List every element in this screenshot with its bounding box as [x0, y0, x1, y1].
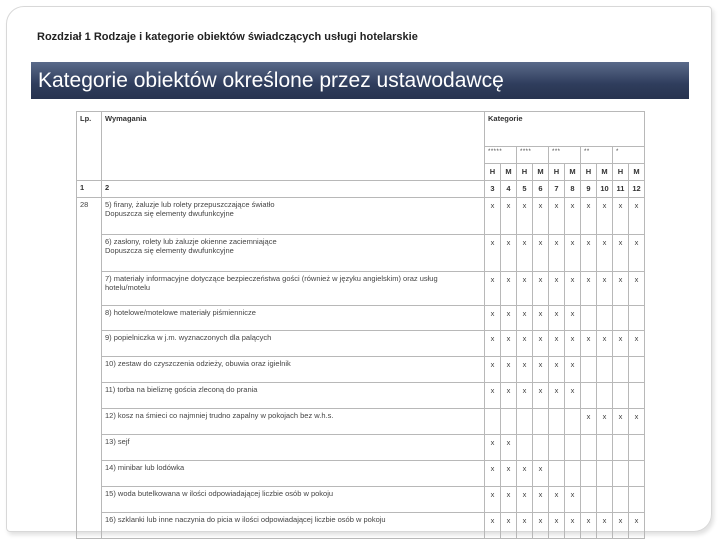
category-mark: x	[549, 357, 565, 383]
category-mark: x	[485, 272, 501, 306]
requirement-cell	[102, 487, 485, 513]
category-mark: x	[581, 235, 597, 272]
category-mark: x	[565, 331, 581, 357]
requirement-note: Dopuszcza się elementy dwufunkcyjne	[105, 246, 234, 255]
chapter-title: Rozdział 1 Rodzaje i kategorie obiektów świadczących usługi hotelarskie	[37, 31, 418, 43]
category-mark: x	[533, 198, 549, 235]
category-mark: x	[613, 272, 629, 306]
category-mark	[613, 306, 629, 331]
category-mark: x	[501, 435, 517, 461]
category-mark: x	[629, 409, 645, 435]
star-category: *	[613, 147, 645, 164]
banner-title: Kategorie obiektów określone przez ustawodawcę	[31, 62, 689, 99]
category-mark	[581, 306, 597, 331]
category-mark: x	[549, 306, 565, 331]
requirement-text: 9) popielniczka w j.m. wyznaczonych dla palących	[105, 333, 272, 342]
category-mark: x	[533, 513, 549, 539]
category-mark: x	[549, 235, 565, 272]
requirement-text: 14) minibar lub lodówka	[105, 463, 185, 472]
category-mark: x	[501, 487, 517, 513]
column-number: 12	[629, 181, 645, 198]
category-mark	[565, 435, 581, 461]
star-category: ****	[517, 147, 549, 164]
column-number: 4	[501, 181, 517, 198]
category-mark	[533, 435, 549, 461]
hm-label: M	[565, 164, 581, 181]
star-category: **	[581, 147, 613, 164]
requirements-table	[76, 111, 645, 539]
column-number: 9	[581, 181, 597, 198]
category-mark	[501, 409, 517, 435]
hm-label: H	[613, 164, 629, 181]
category-mark: x	[501, 306, 517, 331]
table-row	[77, 383, 645, 409]
category-mark	[597, 461, 613, 487]
category-mark: x	[533, 357, 549, 383]
category-mark: x	[517, 235, 533, 272]
requirement-cell	[102, 306, 485, 331]
category-mark: x	[549, 272, 565, 306]
category-mark: x	[613, 235, 629, 272]
table-row	[77, 409, 645, 435]
table-row	[77, 306, 645, 331]
col-categories-header: Kategorie	[485, 112, 645, 147]
category-mark: x	[597, 513, 613, 539]
category-mark: x	[549, 487, 565, 513]
category-mark: x	[613, 331, 629, 357]
header-row	[77, 181, 645, 198]
category-mark	[629, 383, 645, 409]
category-mark: x	[517, 461, 533, 487]
hm-label: M	[533, 164, 549, 181]
category-mark: x	[501, 357, 517, 383]
category-mark: x	[565, 235, 581, 272]
requirement-note: Dopuszcza się elementy dwufunkcyjne	[105, 209, 234, 218]
category-mark: x	[565, 357, 581, 383]
table-row	[77, 513, 645, 539]
col-requirements-header: Wymagania	[102, 112, 485, 181]
category-mark: x	[533, 235, 549, 272]
table-row	[77, 331, 645, 357]
category-mark: x	[565, 306, 581, 331]
category-mark: x	[613, 198, 629, 235]
category-mark: x	[549, 513, 565, 539]
column-number: 2	[102, 181, 485, 198]
category-mark: x	[501, 198, 517, 235]
category-mark	[565, 409, 581, 435]
requirement-text: 7) materiały informacyjne dotyczące bezpieczeństwa gości (również w języku angielskim) oraz usług hotelu/motelu	[105, 274, 438, 292]
category-mark	[581, 357, 597, 383]
category-mark: x	[517, 383, 533, 409]
column-number: 1	[77, 181, 102, 198]
requirement-text: 15) woda butelkowana w ilości odpowiadającej liczbie osób w pokoju	[105, 489, 334, 498]
category-mark: x	[533, 331, 549, 357]
category-mark	[629, 461, 645, 487]
category-mark	[565, 461, 581, 487]
table-row	[77, 235, 645, 272]
category-mark	[581, 383, 597, 409]
table-row	[77, 461, 645, 487]
col-lp-header: Lp.	[77, 112, 102, 181]
category-mark: x	[581, 272, 597, 306]
star-category: *****	[485, 147, 517, 164]
requirement-text: 12) kosz na śmieci co najmniej trudno zapalny w pokojach bez w.h.s.	[105, 411, 334, 420]
requirement-cell	[102, 357, 485, 383]
category-mark: x	[613, 409, 629, 435]
category-mark: x	[485, 461, 501, 487]
category-mark	[549, 461, 565, 487]
requirement-text: 10) zestaw do czyszczenia odzieży, obuwia oraz igielnik	[105, 359, 291, 368]
requirement-cell	[102, 383, 485, 409]
category-mark	[629, 487, 645, 513]
requirement-text: 5) firany, żaluzje lub rolety przepuszczające światło	[105, 200, 275, 209]
requirement-cell	[102, 272, 485, 306]
requirement-cell	[102, 235, 485, 272]
category-mark	[613, 461, 629, 487]
category-mark: x	[517, 198, 533, 235]
category-mark: x	[629, 198, 645, 235]
category-mark: x	[629, 272, 645, 306]
category-mark	[533, 409, 549, 435]
category-mark	[613, 357, 629, 383]
category-mark	[629, 435, 645, 461]
category-mark: x	[549, 331, 565, 357]
category-mark: x	[501, 331, 517, 357]
category-mark: x	[485, 331, 501, 357]
requirement-text: 13) sejf	[105, 437, 130, 446]
category-mark: x	[517, 306, 533, 331]
hm-label: H	[549, 164, 565, 181]
requirement-cell	[102, 409, 485, 435]
category-mark	[597, 357, 613, 383]
category-mark: x	[565, 487, 581, 513]
category-mark: x	[533, 383, 549, 409]
requirement-cell	[102, 513, 485, 539]
table-row	[77, 487, 645, 513]
hm-label: H	[581, 164, 597, 181]
category-mark: x	[597, 409, 613, 435]
requirement-cell	[102, 198, 485, 235]
category-mark: x	[533, 461, 549, 487]
category-mark	[613, 383, 629, 409]
category-mark: x	[533, 306, 549, 331]
category-mark	[549, 409, 565, 435]
group-lp: 28	[77, 198, 102, 539]
table-row	[77, 435, 645, 461]
header-row	[77, 112, 645, 147]
category-mark	[517, 409, 533, 435]
hm-label: M	[629, 164, 645, 181]
category-mark	[485, 409, 501, 435]
hm-label: M	[597, 164, 613, 181]
category-mark: x	[517, 357, 533, 383]
requirement-cell	[102, 331, 485, 357]
column-number: 10	[597, 181, 613, 198]
category-mark: x	[581, 198, 597, 235]
hm-label: M	[501, 164, 517, 181]
column-number: 8	[565, 181, 581, 198]
category-mark	[581, 435, 597, 461]
requirement-text: 11) torba na bieliznę gościa zleconą do prania	[105, 385, 258, 394]
requirement-cell	[102, 461, 485, 487]
category-mark: x	[533, 272, 549, 306]
category-mark: x	[549, 383, 565, 409]
category-mark: x	[565, 198, 581, 235]
category-mark	[581, 461, 597, 487]
category-mark	[597, 383, 613, 409]
category-mark	[581, 487, 597, 513]
category-mark: x	[485, 198, 501, 235]
requirement-text: 6) zasłony, rolety lub żaluzje okienne zaciemniające	[105, 237, 277, 246]
category-mark	[613, 487, 629, 513]
column-number: 7	[549, 181, 565, 198]
hm-label: H	[517, 164, 533, 181]
category-mark: x	[581, 331, 597, 357]
category-mark: x	[629, 235, 645, 272]
category-mark: x	[501, 272, 517, 306]
table-row	[77, 198, 645, 235]
category-mark: x	[517, 272, 533, 306]
category-mark: x	[597, 198, 613, 235]
category-mark: x	[485, 487, 501, 513]
category-mark: x	[501, 461, 517, 487]
category-mark: x	[565, 513, 581, 539]
column-number: 5	[517, 181, 533, 198]
column-number: 11	[613, 181, 629, 198]
requirement-cell	[102, 435, 485, 461]
category-mark: x	[629, 513, 645, 539]
category-mark	[629, 306, 645, 331]
category-mark: x	[517, 487, 533, 513]
category-mark: x	[565, 272, 581, 306]
category-mark: x	[485, 357, 501, 383]
category-mark: x	[597, 272, 613, 306]
category-mark	[597, 306, 613, 331]
requirement-text: 8) hotelowe/motelowe materiały piśmiennicze	[105, 308, 256, 317]
category-mark	[613, 435, 629, 461]
requirement-text: 16) szklanki lub inne naczynia do picia w ilości odpowiadającej liczbie osób w pokoju	[105, 515, 386, 524]
category-mark: x	[613, 513, 629, 539]
category-mark: x	[629, 331, 645, 357]
table-row	[77, 357, 645, 383]
category-mark: x	[485, 435, 501, 461]
category-mark: x	[581, 513, 597, 539]
category-mark: x	[485, 235, 501, 272]
category-mark: x	[501, 235, 517, 272]
category-mark: x	[485, 383, 501, 409]
category-mark	[597, 435, 613, 461]
category-mark: x	[485, 306, 501, 331]
hm-label: H	[485, 164, 501, 181]
category-mark: x	[517, 513, 533, 539]
category-mark: x	[581, 409, 597, 435]
column-number: 6	[533, 181, 549, 198]
category-mark: x	[565, 383, 581, 409]
star-category: ***	[549, 147, 581, 164]
category-mark: x	[517, 331, 533, 357]
category-mark: x	[597, 331, 613, 357]
table-row	[77, 272, 645, 306]
category-mark	[597, 487, 613, 513]
category-mark	[629, 357, 645, 383]
category-mark: x	[533, 487, 549, 513]
category-mark: x	[597, 235, 613, 272]
category-mark: x	[485, 513, 501, 539]
category-mark: x	[501, 383, 517, 409]
category-mark	[517, 435, 533, 461]
category-mark	[549, 435, 565, 461]
category-mark: x	[501, 513, 517, 539]
column-number: 3	[485, 181, 501, 198]
category-mark: x	[549, 198, 565, 235]
